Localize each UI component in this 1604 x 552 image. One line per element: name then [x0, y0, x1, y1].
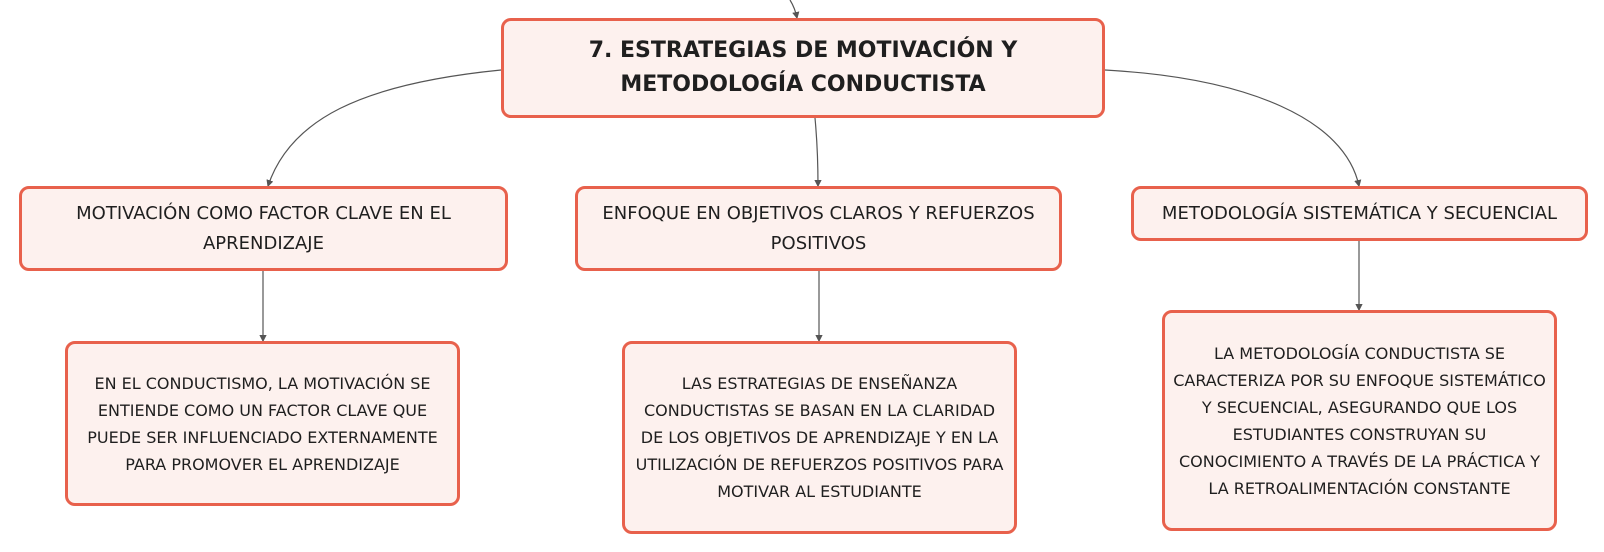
root-node[interactable]	[501, 18, 1105, 118]
detail-node-text: LA METODOLOGÍA CONDUCTISTA SE CARACTERIZA POR SU ENFOQUE SISTEMÁTICO Y SECUENCIAL, ASEGURANDO QUE LOS ESTUDIANTES CONSTRUYAN SU CONOCIMIENTO A TRAVÉS DE LA PRÁCTICA Y LA RETROALIMENTACIÓN CONSTANTE	[1173, 343, 1546, 498]
detail-node-motivacion[interactable]	[65, 341, 460, 506]
connector-root-to-metodologia	[1105, 70, 1359, 186]
branch-node-metodologia[interactable]	[1131, 186, 1588, 241]
branch-node-motivacion[interactable]	[19, 186, 508, 271]
detail-node-enfoque[interactable]	[622, 341, 1017, 534]
root-node-title: 7. ESTRATEGIAS DE MOTIVACIÓN Y METODOLOGÍA CONDUCTISTA	[588, 38, 1018, 97]
connector-root-to-enfoque	[815, 118, 818, 186]
detail-node-text: LAS ESTRATEGIAS DE ENSEÑANZA CONDUCTISTAS SE BASAN EN LA CLARIDAD DE LOS OBJETIVOS DE APRENDIZAJE Y EN LA UTILIZACIÓN DE REFUERZOS POSITIVOS PARA MOTIVAR AL ESTUDIANTE	[635, 374, 1004, 501]
connector-root-to-motivacion	[268, 70, 501, 186]
branch-node-label: MOTIVACIÓN COMO FACTOR CLAVE EN EL APRENDIZAJE	[76, 202, 451, 254]
detail-node-metodologia[interactable]	[1162, 310, 1557, 531]
branch-node-label: METODOLOGÍA SISTEMÁTICA Y SECUENCIAL	[1161, 202, 1558, 224]
branch-node-enfoque[interactable]	[575, 186, 1062, 271]
connector-incoming	[790, 0, 797, 18]
branch-node-label: ENFOQUE EN OBJETIVOS CLAROS Y REFUERZOS POSITIVOS	[602, 202, 1035, 254]
detail-node-text: EN EL CONDUCTISMO, LA MOTIVACIÓN SE ENTIENDE COMO UN FACTOR CLAVE QUE PUEDE SER INFLUENCIADO EXTERNAMENTE PARA PROMOVER EL APRENDIZAJE	[87, 373, 438, 474]
